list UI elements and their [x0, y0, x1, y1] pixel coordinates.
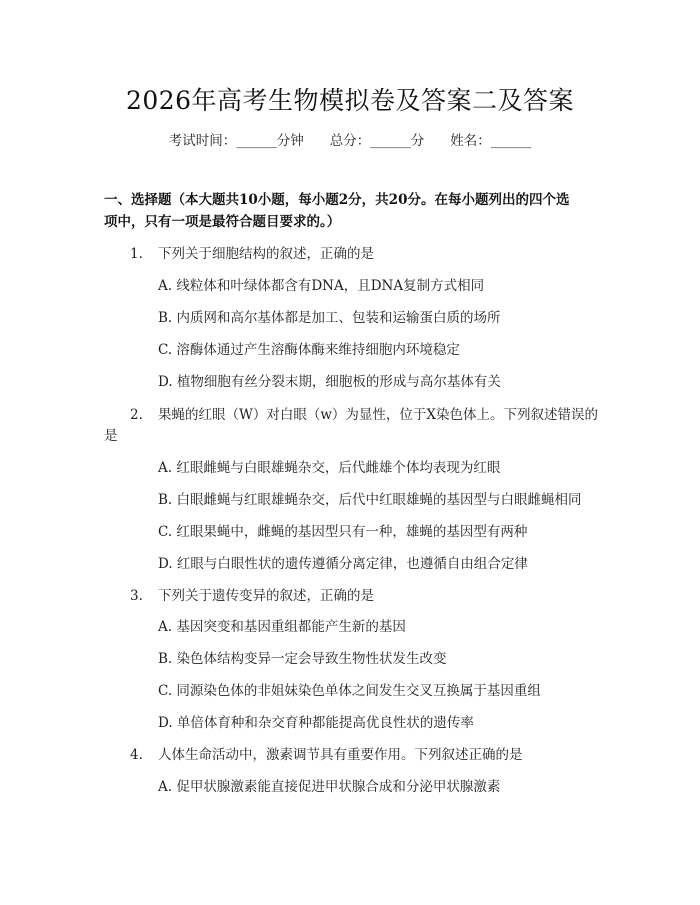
option-a: A. 基因突变和基因重组都能产生新的基因 [158, 619, 406, 635]
question-number: 3. [130, 588, 143, 604]
option-a: A. 线粒体和叶绿体都含有DNA，且DNA复制方式相同 [158, 278, 485, 294]
question-number: 1. [130, 246, 143, 262]
question-number: 2. [130, 407, 143, 423]
question-stem-continued: 是 [104, 428, 118, 444]
section-heading-line-2: 项中，只有一项是最符合题目要求的。） [104, 214, 341, 230]
option-d: D. 单倍体育种和杂交育种都能提高优良性状的遗传率 [158, 715, 474, 731]
section-heading [104, 189, 604, 233]
page-title: 2026年高考生物模拟卷及答案二及答案 [125, 86, 575, 115]
option-b: B. 内质网和高尔基体都是加工、包装和运输蛋白质的场所 [158, 310, 501, 326]
question-stem: 果蝇的红眼（W）对白眼（w）为显性，位于X染色体上。下列叙述错误的 [158, 407, 599, 423]
option-d: D. 植物细胞有丝分裂末期，细胞板的形成与高尔基体有关 [158, 374, 501, 390]
option-a: A. 促甲状腺激素能直接促进甲状腺合成和分泌甲状腺激素 [158, 779, 501, 795]
option-d: D. 红眼与白眼性状的遗传遵循分离定律，也遵循自由组合定律 [158, 556, 528, 572]
question-stem: 下列关于细胞结构的叙述，正确的是 [158, 246, 374, 262]
exam-time-field: 考试时间：______分钟 [168, 133, 304, 149]
option-a: A. 红眼雌蝇与白眼雄蝇杂交，后代雌雄个体均表现为红眼 [158, 460, 501, 476]
option-c: C. 同源染色体的非姐妹染色单体之间发生交叉互换属于基因重组 [158, 683, 541, 699]
question-stem: 人体生命活动中，激素调节具有重要作用。下列叙述正确的是 [158, 747, 523, 763]
exam-info-line [0, 131, 700, 151]
option-c: C. 溶酶体通过产生溶酶体酶来维持细胞内环境稳定 [158, 342, 460, 358]
question-stem: 下列关于遗传变异的叙述，正确的是 [158, 588, 374, 604]
student-name-field: 姓名：______ [450, 133, 532, 149]
total-score-field: 总分：______分 [329, 133, 425, 149]
option-c: C. 红眼果蝇中，雌蝇的基因型只有一种，雄蝇的基因型有两种 [158, 524, 528, 540]
option-b: B. 白眼雌蝇与红眼雄蝇杂交，后代中红眼雄蝇的基因型与白眼雌蝇相同 [158, 492, 582, 508]
section-heading-line-1: 一、选择题（本大题共10小题，每小题2分，共20分。在每小题列出的四个选 [104, 192, 570, 208]
question-number: 4. [130, 747, 143, 763]
option-b: B. 染色体结构变异一定会导致生物性状发生改变 [158, 651, 447, 667]
